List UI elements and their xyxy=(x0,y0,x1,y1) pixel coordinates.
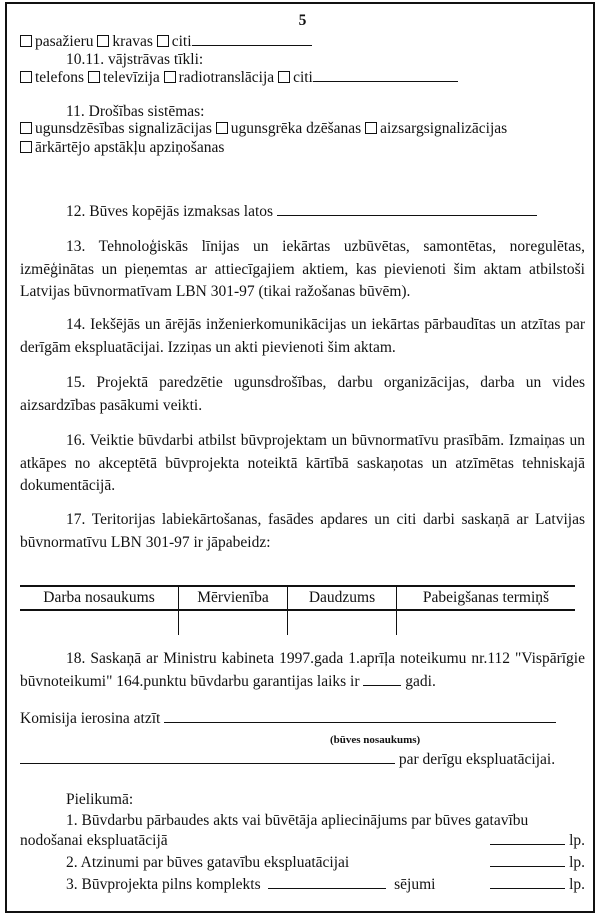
attachment-rows xyxy=(20,830,585,896)
option-label: aizsargsignalizācijas xyxy=(380,120,508,137)
pages-field[interactable] xyxy=(490,876,565,889)
checkbox[interactable] xyxy=(20,35,32,47)
section-10-11 xyxy=(20,67,585,90)
pages-field[interactable] xyxy=(490,854,565,867)
blank-field[interactable] xyxy=(192,33,312,46)
col-header: Mērvienība xyxy=(179,586,288,610)
commission-suffix: par derīgu ekspluatācijai. xyxy=(398,751,556,768)
col-header: Daudzums xyxy=(288,586,397,610)
section-11-title: 11. Drošības sistēmas: xyxy=(66,103,205,120)
section-16: 16. Veiktie būvdarbi atbilst būvprojektam un būvnormatīvu prasībām. Izmaiņas un atkāpes no akceptētā būvprojekta noteiktā kārtībā saskaņotas un atzīmētas tehniskajā dokumentācijā. xyxy=(20,432,585,494)
option-label: ugunsdzēsības signalizācijas xyxy=(35,120,212,137)
checkbox[interactable] xyxy=(97,35,109,47)
checkbox[interactable] xyxy=(157,35,169,47)
checkbox[interactable] xyxy=(20,122,32,134)
building-name-field-2[interactable] xyxy=(20,751,395,764)
option-label: pasažieru xyxy=(35,33,94,50)
attachment-item-1: 1. Būvdarbu pārbaudes akts vai būvētāja apliecinājums par būves gatavību xyxy=(66,812,529,829)
table-row xyxy=(20,610,575,635)
cost-field[interactable] xyxy=(277,203,537,216)
col-header: Pabeigšanas termiņš xyxy=(397,586,576,610)
checkbox[interactable] xyxy=(20,71,32,83)
option-label: ārkārtējo apstākļu apziņošanas xyxy=(35,139,225,156)
volumes-label: sējumi xyxy=(394,876,436,893)
option-label: kravas xyxy=(112,33,153,50)
section-18-suffix: gadi. xyxy=(405,672,436,690)
table-cell[interactable] xyxy=(397,610,576,635)
attachment-label: nodošanai ekspluatācijā xyxy=(20,832,168,849)
checkbox[interactable] xyxy=(164,71,176,83)
table-cell[interactable] xyxy=(288,610,397,635)
section-12-label: 12. Būves kopējās izmaksas latos xyxy=(66,203,274,220)
table-cell[interactable] xyxy=(179,610,288,635)
attachment-row xyxy=(20,852,585,874)
option-label: telefons xyxy=(35,69,85,86)
section-12 xyxy=(20,201,585,224)
commission-line xyxy=(20,708,585,731)
section-11 xyxy=(20,119,585,157)
option-label: televīzija xyxy=(102,69,160,86)
attachments xyxy=(20,789,585,831)
building-name-caption: (būves nosaukums) xyxy=(330,734,421,746)
pages-field[interactable] xyxy=(490,832,565,845)
table-cell[interactable] xyxy=(20,610,179,635)
section-17: 17. Teritorijas labiekārtošanas, fasādes apdares un citi darbi saskaņā ar Latvijas būvnormatīvu LBN 301-97 ir jāpabeidz: xyxy=(20,511,585,551)
checkbox[interactable] xyxy=(88,71,100,83)
checkbox[interactable] xyxy=(216,122,228,134)
checkbox[interactable] xyxy=(278,71,290,83)
attachment-label: 2. Atzinumi par būves gatavību ekspluatācijai xyxy=(66,854,350,871)
building-name-field[interactable] xyxy=(164,710,556,723)
table-header-row xyxy=(20,586,575,610)
checkbox[interactable] xyxy=(20,141,32,153)
commission-label: Komisija ierosina atzīt xyxy=(20,710,161,727)
section-13: 13. Tehnoloģiskās līnijas un iekārtas uzbūvētas, samontētas, noregulētas, izmēģinātas un pieņemtas ar attiecīgajiem aktiem, kas pievienoti šim aktam atbilstoši Latvijas būvnormatīvam LBN 301-97 (tikai ražošanas būvēm). xyxy=(20,238,585,300)
attachment-row xyxy=(20,874,585,896)
section-15: 15. Projektā paredzētie ugunsdrošības, darbu organizācijas, darba un vides aizsardzības pasākumi veikti. xyxy=(20,374,585,414)
section-14: 14. Iekšējās un ārējās inženierkomunikācijas un iekārtas pārbaudītas un atzītas par derīgām ekspluatācijai. Izziņas un akti pievienoti šim aktam. xyxy=(20,316,585,356)
attachment-row xyxy=(20,830,585,852)
section-18 xyxy=(20,648,585,693)
checkbox[interactable] xyxy=(365,122,377,134)
unit-label: lp. xyxy=(569,832,585,849)
commission-line-2 xyxy=(20,749,585,772)
unit-label: lp. xyxy=(569,876,585,893)
option-label: citi xyxy=(171,33,192,50)
volumes-field[interactable] xyxy=(268,876,386,889)
col-header: Darba nosaukums xyxy=(20,586,179,610)
guarantee-years-field[interactable] xyxy=(363,673,401,686)
option-label: radiotranslācija xyxy=(178,69,275,86)
option-label: citi xyxy=(293,69,313,86)
blank-field[interactable] xyxy=(313,69,458,82)
section-10-11-title: 10.11. vājstrāvas tīkli: xyxy=(66,51,204,68)
option-label: ugunsgrēka dzēšanas xyxy=(230,120,362,137)
attachment-label: 3. Būvprojekta pilns komplekts xyxy=(66,876,261,893)
works-table xyxy=(20,585,575,635)
page-number: 5 xyxy=(298,12,307,29)
section-18-text: 18. Saskaņā ar Ministru kabineta 1997.gada 1.aprīļa noteikumu nr.112 "Vispārīgie būvnoteikumi" 164.punktu būvdarbu garantijas laiks ir xyxy=(20,650,585,690)
attachments-title: Pielikumā: xyxy=(66,791,134,808)
unit-label: lp. xyxy=(569,854,585,871)
